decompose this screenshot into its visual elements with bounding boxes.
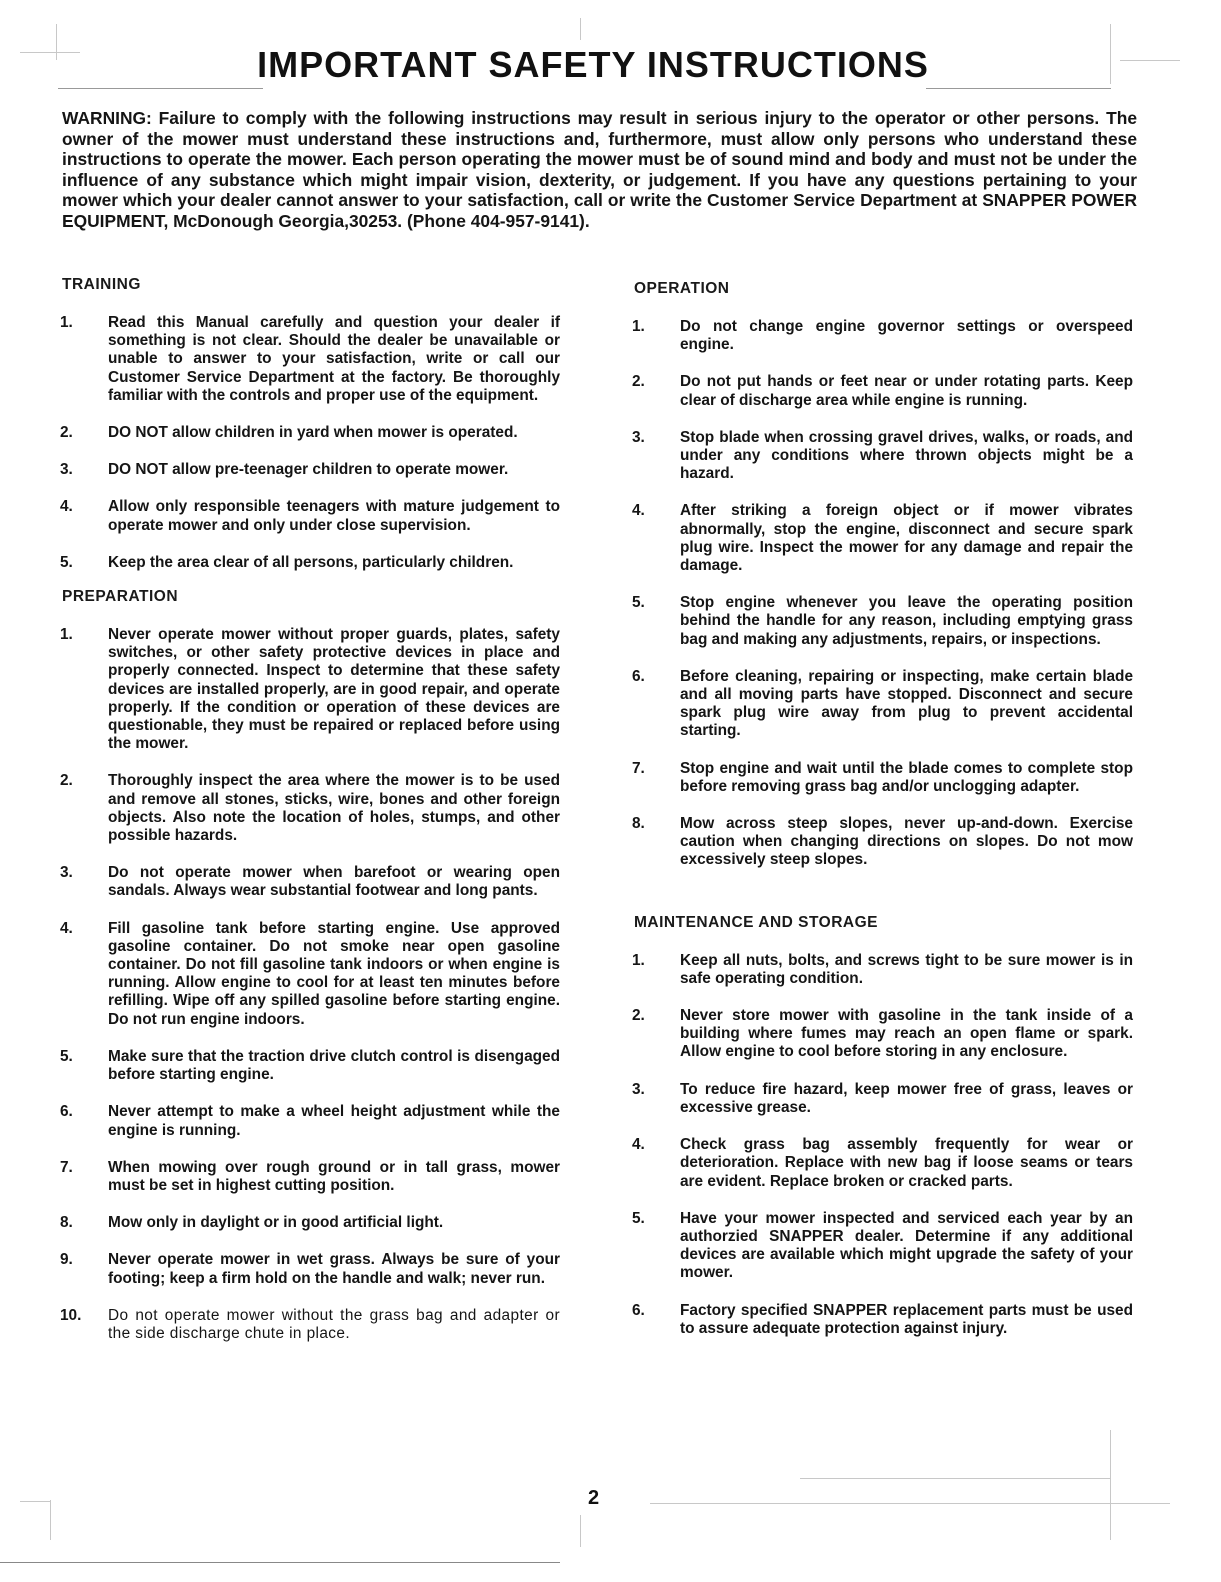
list-item [630, 760, 1133, 796]
left-column [58, 276, 560, 1343]
list-item [58, 314, 560, 405]
item-number: 6. [632, 667, 645, 685]
item-text: Make sure that the traction drive clutch control is disengaged before starting engine. [108, 1047, 560, 1084]
item-number: 2. [632, 373, 645, 391]
list-item [58, 554, 560, 572]
item-number: 4. [632, 1136, 645, 1154]
item-number: 1. [60, 626, 73, 644]
list-item [630, 594, 1133, 649]
item-number: 2. [60, 772, 73, 790]
list-item [58, 1159, 560, 1195]
item-number: 1. [632, 951, 645, 969]
item-text: Do not put hands or feet near or under rotating parts. Keep clear of discharge area while engine is running. [680, 373, 1133, 409]
page-number: 2 [588, 1487, 600, 1509]
item-number: 3. [632, 428, 645, 446]
item-text: Keep the area clear of all persons, particularly children. [108, 553, 514, 571]
item-number: 1. [632, 318, 645, 335]
item-number: 4. [60, 498, 73, 516]
item-text: Read this Manual carefully and question your dealer if something is not clear. Should the dealer be unavailable or unable to answer to your satisfaction, write or call our Customer Service Department at the factory. Be thoroughly familiar with the controls and proper use of the equipment. [108, 314, 560, 404]
item-text: After striking a foreign object or if mower vibrates abnormally, stop the engine, disconnect and secure spark plug wire. Inspect the mower for any damage and repair the damage. [680, 502, 1133, 575]
item-number: 7. [60, 1158, 73, 1176]
list-item [630, 1302, 1133, 1338]
list-item [58, 1214, 560, 1232]
list-item [58, 424, 560, 442]
title-rule-left [58, 88, 263, 89]
list-item [630, 815, 1133, 870]
item-text: Mow only in daylight or in good artificial light. [108, 1214, 444, 1232]
item-number: 3. [60, 461, 73, 479]
item-text: Factory specified SNAPPER replacement parts must be used to assure adequate protection against injury. [680, 1301, 1133, 1337]
item-text: To reduce fire hazard, keep mower free of grass, leaves or excessive grease. [680, 1080, 1133, 1116]
list-item [630, 1007, 1133, 1062]
list-item [58, 772, 560, 845]
crop-mark [1110, 1430, 1111, 1540]
crop-mark [650, 1503, 1170, 1504]
item-number: 7. [632, 759, 645, 777]
item-text: DO NOT allow children in yard when mower is operated. [108, 424, 518, 442]
item-number: 5. [632, 594, 645, 612]
item-text: Stop engine and wait until the blade comes to complete stop before removing grass bag and/or unclogging adapter. [680, 759, 1133, 795]
item-text: Do not operate mower without the grass bag and adapter or the side discharge chute in place. [108, 1306, 560, 1342]
right-column [630, 280, 1133, 1338]
training-heading: TRAINING [62, 276, 141, 293]
item-text: Stop engine whenever you leave the operating position behind the handle for any reason, including emptying grass bag and making any adjustments, repairs, or inspections. [680, 594, 1133, 648]
list-item [58, 1048, 560, 1084]
item-text: Mow across steep slopes, never up-and-down. Exercise caution when changing directions on slopes. Do not mow excessively steep slopes. [680, 815, 1133, 869]
operation-heading: OPERATION [634, 280, 730, 297]
crop-mark [50, 1500, 51, 1540]
preparation-heading: PREPARATION [62, 588, 179, 606]
title-block [58, 44, 1128, 94]
item-text: Never operate mower without proper guards, plates, safety switches, or other safety protective devices in place and properly connected. Inspect to determine that these safety devices are installed properly, are in good repair, and operate properly. If the condition or operation of these devices are questionable, they must be repaired or replaced before using the mower. [108, 626, 560, 753]
item-text: Do not operate mower when barefoot or wearing open sandals. Always wear substantial footwear and long pants. [108, 864, 560, 900]
crop-mark [56, 24, 57, 60]
list-item [630, 668, 1133, 741]
list-item [630, 952, 1133, 988]
list-item [58, 498, 560, 534]
list-item [630, 502, 1133, 575]
list-item [58, 461, 560, 479]
item-text: Keep all nuts, bolts, and screws tight to be sure mower is in safe operating condition. [680, 951, 1133, 987]
item-text: Never attempt to make a wheel height adjustment while the engine is running. [108, 1103, 560, 1139]
item-text: Never operate mower in wet grass. Always be sure of your footing; keep a firm hold on the handle and walk; never run. [108, 1251, 560, 1287]
item-text: Check grass bag assembly frequently for wear or deterioration. Replace with new bag if loose seams or tears are evident. Replace broken or cracked parts. [680, 1136, 1133, 1190]
list-item [630, 318, 1133, 354]
crop-mark [580, 1515, 581, 1547]
item-text: When mowing over rough ground or in tall grass, mower must be set in highest cutting position. [108, 1158, 560, 1194]
item-text: Have your mower inspected and serviced each year by an authorzied SNAPPER dealer. Determine if any additional devices are available which might upgrade the safety of your mower. [680, 1209, 1133, 1282]
item-text: Allow only responsible teenagers with mature judgement to operate mower and only under close supervision. [108, 498, 560, 534]
item-number: 2. [632, 1007, 645, 1025]
list-item [630, 373, 1133, 409]
item-number: 5. [632, 1209, 645, 1227]
list-item [58, 1307, 560, 1343]
item-number: 3. [632, 1080, 645, 1098]
warning-paragraph: WARNING: Failure to comply with the following instructions may result in serious injury to the operator or other persons. The owner of the mower must understand these instructions and, furthermore, must allow only persons who understand these instructions to operate the mower. Each person operating the mower must be of sound mind and body and must not be under the influence of any substance which might impair vision, dexterity, or judgement. If you have any questions pertaining to your mower which your dealer cannot answer to your satisfaction, call or write the Customer Service Department at SNAPPER POWER EQUIPMENT, McDonough Georgia,30253. (Phone 404-957-9141). [62, 108, 1137, 231]
list-item [58, 626, 560, 753]
crop-mark [800, 1478, 1110, 1479]
item-text: DO NOT allow pre-teenager children to operate mower. [108, 461, 509, 479]
bottom-edge [0, 1562, 560, 1563]
crop-mark [1120, 60, 1180, 61]
title-rule-right [926, 88, 1111, 89]
item-number: 5. [60, 1047, 73, 1065]
list-item [58, 1251, 560, 1287]
list-item [58, 864, 560, 900]
item-number: 4. [632, 502, 645, 520]
item-text: Thoroughly inspect the area where the mower is to be used and remove all stones, sticks, wire, bones and other foreign objects. Also note the location of holes, stumps, and other possible hazards. [108, 772, 560, 845]
item-number: 4. [60, 919, 73, 937]
list-item [630, 429, 1133, 484]
crop-mark [580, 18, 581, 40]
item-number: 6. [60, 1103, 73, 1121]
list-item [630, 1210, 1133, 1283]
item-text: Never store mower with gasoline in the tank inside of a building where fumes may reach an open flame or spark. Allow engine to cool before storing in any enclosure. [680, 1007, 1133, 1061]
item-number: 8. [632, 815, 645, 833]
list-item [58, 1103, 560, 1139]
item-number: 9. [60, 1251, 73, 1269]
item-text: Stop blade when crossing gravel drives, walks, or roads, and under any conditions where thrown objects might be a hazard. [680, 428, 1133, 483]
list-item [630, 1136, 1133, 1191]
item-number: 5. [60, 553, 73, 571]
item-number: 10. [60, 1306, 82, 1324]
item-number: 1. [60, 314, 73, 331]
page-title: IMPORTANT SAFETY INSTRUCTIONS [257, 44, 929, 85]
item-number: 8. [60, 1214, 73, 1232]
list-item [58, 920, 560, 1029]
crop-mark [20, 1501, 50, 1502]
item-number: 6. [632, 1301, 645, 1319]
list-item [630, 1081, 1133, 1117]
maintenance-heading: MAINTENANCE AND STORAGE [634, 913, 879, 931]
item-number: 2. [60, 424, 73, 442]
item-number: 3. [60, 864, 73, 882]
item-text: Fill gasoline tank before starting engine. Use approved gasoline container. Do not smoke near open gasoline container. Do not fill gasoline tank indoors or when engine is running. Allow engine to cool for at least ten minutes before refilling. Wipe off any spilled gasoline before starting engine. Do not run engine indoors. [108, 919, 560, 1028]
item-text: Do not change engine governor settings or overspeed engine. [680, 318, 1133, 354]
item-text: Before cleaning, repairing or inspecting, make certain blade and all moving parts have stopped. Disconnect and secure spark plug wire away from plug to prevent accidental starting. [680, 667, 1133, 740]
